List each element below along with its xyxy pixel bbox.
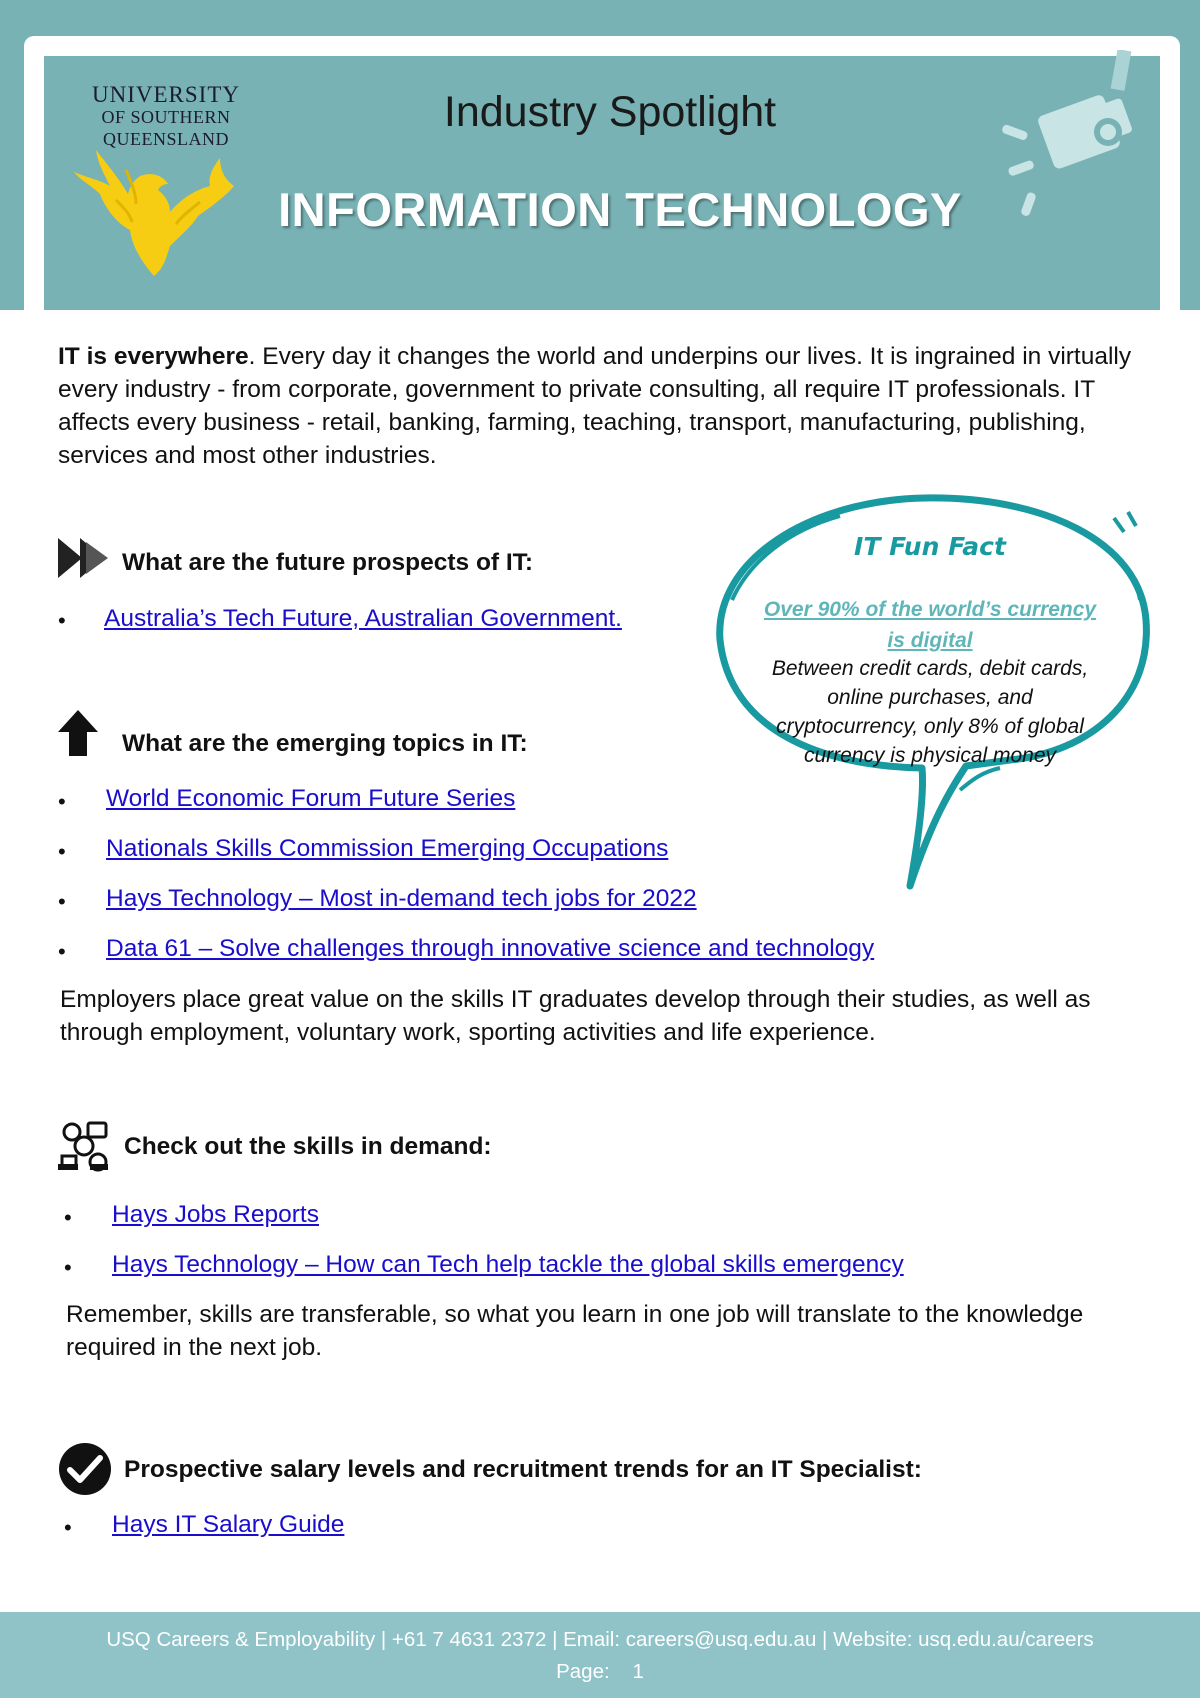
page-title: INFORMATION TECHNOLOGY (278, 183, 962, 236)
link-australia-tech-future[interactable]: Australia’s Tech Future, Australian Government. (104, 605, 622, 632)
intro-bold: IT is everywhere (58, 343, 249, 370)
logo-line-3: QUEENSLAND (103, 129, 229, 149)
employers-paragraph: Employers place great value on the skills IT graduates develop through their studies, as well as through employment, voluntary work, sporting activities and life experience. (60, 986, 1091, 1046)
phoenix-logo-icon (70, 150, 245, 280)
bullet: • (64, 1205, 72, 1230)
bullet: • (58, 839, 66, 864)
bullet: • (58, 889, 66, 914)
page-number: 1 (632, 1660, 644, 1683)
link-nsc-emerging-occupations[interactable]: Nationals Skills Commission Emerging Occupations (106, 835, 669, 862)
bullet: • (58, 608, 66, 633)
link-wef-future-series[interactable]: World Economic Forum Future Series (106, 785, 516, 812)
link-hays-skills-emergency[interactable]: Hays Technology – How can Tech help tackle the global skills emergency (112, 1251, 904, 1278)
bullet: • (58, 939, 66, 964)
intro-paragraph (58, 340, 1148, 472)
prospects-heading: What are the future prospects of IT: (122, 549, 534, 576)
logo-line-1: UNIVERSITY (92, 82, 240, 107)
logo-line-2: OF SOUTHERN (101, 107, 231, 127)
bullet: • (58, 789, 66, 814)
checkmark-circle-icon (58, 1442, 112, 1496)
footer-contact: USQ Careers & Employability | +61 7 4631 2372 | Email: careers@usq.edu.au | Website: usq.edu.au/careers (106, 1628, 1094, 1651)
bullet: • (64, 1515, 72, 1540)
university-logo-text (86, 84, 246, 150)
page-label: Page: (556, 1660, 610, 1683)
intro-text: . Every day it changes the world and underpins our lives. It is ingrained in virtually every industry - from corporate, government to private consulting, all require IT professionals. IT affects every business - retail, banking, farming, teaching, transport, manufacturing, publishing, services and most other industries. (58, 343, 1132, 469)
link-hays-jobs-reports[interactable]: Hays Jobs Reports (112, 1201, 319, 1228)
spotlight-icon (990, 50, 1160, 220)
fun-fact-body: Between credit cards, debit cards, online purchases, and cryptocurrency, only 8% of global currency is physical money (771, 657, 1089, 767)
up-arrow-icon (58, 710, 98, 756)
link-hays-salary-guide[interactable]: Hays IT Salary Guide (112, 1511, 345, 1538)
fun-fact-title: IT Fun Fact (854, 532, 1006, 561)
skills-icon (58, 1120, 110, 1172)
bullet: • (64, 1255, 72, 1280)
emerging-heading: What are the emerging topics in IT: (122, 730, 528, 757)
link-data61[interactable]: Data 61 – Solve challenges through innovative science and technology (106, 935, 875, 962)
footer-band (0, 1612, 1200, 1698)
transferable-paragraph: Remember, skills are transferable, so what you learn in one job will translate to the knowledge required in the next job. (66, 1301, 1084, 1361)
fun-fact-highlight: Over 90% of the world’s currency is digital (763, 598, 1097, 652)
salary-heading: Prospective salary levels and recruitment trends for an IT Specialist: (124, 1456, 922, 1483)
footer-page (0, 1660, 1200, 1684)
skills-heading: Check out the skills in demand: (124, 1133, 492, 1160)
link-hays-in-demand-jobs[interactable]: Hays Technology – Most in-demand tech jobs for 2022 (106, 885, 697, 912)
fast-forward-icon (58, 536, 110, 580)
page-subtitle: Industry Spotlight (443, 88, 777, 136)
